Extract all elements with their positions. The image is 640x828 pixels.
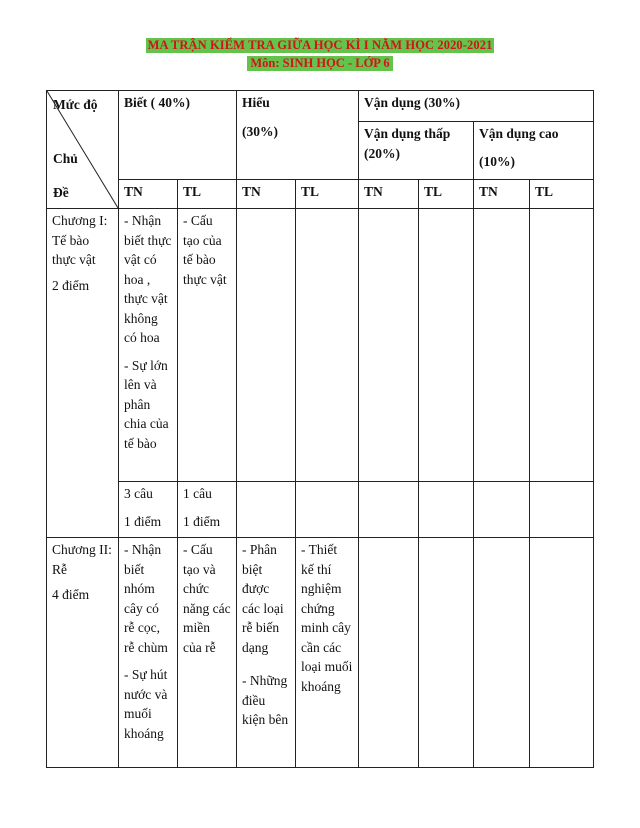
chapter2-hieu-tn-item: - Phân biệt được các loại rễ biến dạng	[242, 542, 284, 655]
corner-label-topic: Chủ	[53, 151, 78, 166]
empty-cell	[419, 538, 474, 768]
level-hieu-percent: (30%)	[242, 123, 279, 139]
chapter1-tn-points: 1 điểm	[124, 513, 162, 529]
chapter1-content-row	[47, 209, 594, 482]
corner-label-level: Mức độ	[53, 97, 98, 112]
exam-matrix-table	[46, 90, 594, 768]
level-vd-thap: Vận dụng thấp (20%)	[359, 122, 474, 180]
document-header	[0, 36, 640, 72]
empty-cell	[474, 482, 530, 538]
chapter1-tl-score	[178, 482, 237, 538]
level-vd-cao-percent: (10%)	[479, 153, 516, 169]
chapter1-topic	[47, 209, 119, 538]
empty-cell	[359, 209, 419, 482]
col-header: TL	[178, 180, 237, 209]
col-header: TN	[359, 180, 419, 209]
level-biet: Biết ( 40%)	[119, 91, 237, 180]
header-row-levels	[47, 91, 594, 122]
empty-cell	[359, 538, 419, 768]
chapter2-biet-tn	[119, 538, 178, 768]
col-header: TN	[237, 180, 296, 209]
chapter1-score-row	[47, 482, 594, 538]
empty-cell	[530, 209, 594, 482]
empty-cell	[530, 538, 594, 768]
chapter1-biet-tl: - Cấu tạo của tế bào thực vật	[178, 209, 237, 482]
empty-cell	[237, 482, 296, 538]
empty-cell	[474, 209, 530, 482]
empty-cell	[474, 538, 530, 768]
chapter2-content-row	[47, 538, 594, 768]
col-header: TL	[419, 180, 474, 209]
chapter2-name: Chương II: Rễ	[52, 542, 112, 577]
document-subtitle: Môn: SINH HỌC - LỚP 6	[247, 56, 392, 71]
chapter1-name: Chương I: Tế bào thực vật	[52, 213, 108, 267]
chapter2-biet-tn-item: - Nhận biết nhóm cây có rễ cọc, rễ chùm	[124, 542, 168, 655]
col-header: TL	[296, 180, 359, 209]
corner-label-topic-2: Đề	[53, 185, 69, 200]
level-vd-cao-label: Vận dụng cao	[479, 126, 559, 141]
chapter1-tl-count: 1 câu	[183, 486, 212, 501]
empty-cell	[359, 482, 419, 538]
document-title: MA TRẬN KIỂM TRA GIỮA HỌC KÌ I NĂM HỌC 2020-2021	[147, 38, 493, 52]
header-row-columns	[47, 180, 594, 209]
chapter2-hieu-tn	[237, 538, 296, 768]
chapter1-biet-tn-item: - Nhận biết thực vật có hoa , thực vật không có hoa	[124, 213, 172, 345]
empty-cell	[237, 209, 296, 482]
chapter2-hieu-tn-item: - Những điều kiện bên	[242, 673, 289, 727]
chapter1-tn-count: 3 câu	[124, 486, 153, 501]
chapter1-biet-tn	[119, 209, 178, 482]
chapter1-tn-score	[119, 482, 178, 538]
empty-cell	[419, 482, 474, 538]
empty-cell	[296, 482, 359, 538]
empty-cell	[530, 482, 594, 538]
col-header: TL	[530, 180, 594, 209]
chapter2-topic	[47, 538, 119, 768]
chapter1-points: 2 điểm	[52, 277, 90, 293]
chapter1-biet-tn-item: - Sự lớn lên và phân chia của tế bào	[124, 357, 169, 451]
col-header: TN	[119, 180, 178, 209]
level-hieu-label: Hiểu	[242, 95, 270, 110]
empty-cell	[419, 209, 474, 482]
empty-cell	[296, 209, 359, 482]
corner-cell	[47, 91, 119, 209]
chapter2-biet-tl: - Cấu tạo và chức năng các miền của rễ	[178, 538, 237, 768]
level-hieu	[237, 91, 359, 180]
level-van-dung: Vận dụng (30%)	[359, 91, 594, 122]
chapter2-points: 4 điểm	[52, 587, 90, 602]
chapter2-biet-tn-item: - Sự hút nước và muối khoáng	[124, 667, 168, 741]
chapter2-hieu-tl: - Thiết kế thí nghiệm chứng minh cây cần các loại muối khoáng	[296, 538, 359, 768]
chapter1-tl-points: 1 điểm	[183, 513, 221, 529]
level-vd-cao	[474, 122, 594, 180]
col-header: TN	[474, 180, 530, 209]
